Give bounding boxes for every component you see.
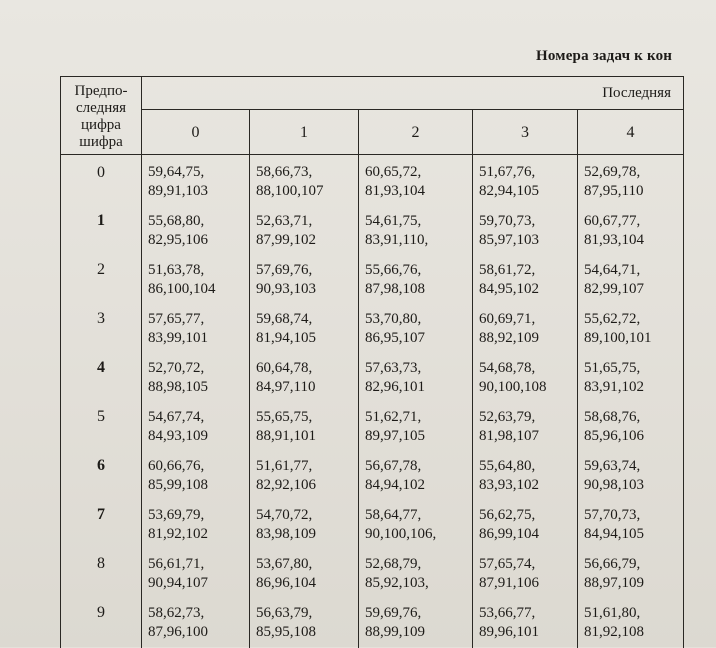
task-numbers-line: 88,92,109 (479, 329, 577, 348)
task-numbers-line: 85,92,103, (365, 574, 472, 593)
task-numbers-line: 52,63,71, (256, 212, 358, 231)
task-numbers-line: 57,70,73, (584, 506, 683, 525)
task-numbers-line: 55,62,72, (584, 310, 683, 329)
task-numbers-line: 81,93,104 (584, 231, 683, 250)
task-cell (359, 354, 473, 403)
task-numbers-line: 60,69,71, (479, 310, 577, 329)
task-cell (250, 207, 359, 256)
task-numbers-line: 60,65,72, (365, 163, 472, 182)
task-cell (142, 207, 250, 256)
task-numbers-line: 56,62,75, (479, 506, 577, 525)
row-digit: 8 (61, 550, 142, 599)
table-row (61, 550, 684, 599)
task-cell (250, 305, 359, 354)
task-cell (359, 599, 473, 648)
task-cell (473, 501, 578, 550)
table-row (61, 501, 684, 550)
task-numbers-line: 55,65,75, (256, 408, 358, 427)
task-cell (578, 354, 684, 403)
task-cell (578, 155, 684, 208)
task-numbers-line: 52,63,79, (479, 408, 577, 427)
task-numbers-line: 55,68,80, (148, 212, 249, 231)
task-numbers-line: 59,64,75, (148, 163, 249, 182)
task-numbers-line: 51,61,80, (584, 604, 683, 623)
corner-line: Предпо- (61, 83, 141, 100)
task-cell (578, 207, 684, 256)
task-numbers-line: 86,95,107 (365, 329, 472, 348)
row-digit: 2 (61, 256, 142, 305)
task-cell (578, 501, 684, 550)
task-cell (359, 207, 473, 256)
task-numbers-line: 88,98,105 (148, 378, 249, 397)
task-numbers-line: 87,96,100 (148, 623, 249, 642)
task-numbers-line: 87,95,110 (584, 182, 683, 201)
task-cell (473, 305, 578, 354)
task-numbers-line: 90,100,106, (365, 525, 472, 544)
task-numbers-line: 60,67,77, (584, 212, 683, 231)
row-digit: 0 (61, 155, 142, 208)
task-numbers-line: 56,67,78, (365, 457, 472, 476)
task-numbers-line: 87,98,108 (365, 280, 472, 299)
task-numbers-line: 54,68,78, (479, 359, 577, 378)
task-cell (359, 501, 473, 550)
task-numbers-line: 59,70,73, (479, 212, 577, 231)
task-numbers-line: 84,94,102 (365, 476, 472, 495)
task-numbers-line: 90,100,108 (479, 378, 577, 397)
task-numbers-line: 89,91,103 (148, 182, 249, 201)
column-digit-3: 3 (473, 110, 578, 155)
task-cell (359, 256, 473, 305)
task-numbers-line: 51,62,71, (365, 408, 472, 427)
corner-line: следняя (61, 100, 141, 117)
task-numbers-line: 82,95,106 (148, 231, 249, 250)
task-numbers-line: 90,93,103 (256, 280, 358, 299)
task-numbers-line: 87,99,102 (256, 231, 358, 250)
task-numbers-line: 83,93,102 (479, 476, 577, 495)
corner-header (61, 77, 142, 155)
task-numbers-line: 85,97,103 (479, 231, 577, 250)
table-row (61, 256, 684, 305)
task-numbers-line: 88,91,101 (256, 427, 358, 446)
row-digit: 5 (61, 403, 142, 452)
task-numbers-line: 58,61,72, (479, 261, 577, 280)
table-row (61, 305, 684, 354)
task-numbers-line: 53,70,80, (365, 310, 472, 329)
task-numbers-line: 89,96,101 (479, 623, 577, 642)
task-numbers-line: 54,67,74, (148, 408, 249, 427)
task-numbers-line: 82,94,105 (479, 182, 577, 201)
task-cell (578, 599, 684, 648)
task-cell (250, 256, 359, 305)
column-digit-2: 2 (359, 110, 473, 155)
task-numbers-line: 89,97,105 (365, 427, 472, 446)
task-numbers-line: 54,70,72, (256, 506, 358, 525)
task-cell (250, 452, 359, 501)
task-cell (473, 256, 578, 305)
task-numbers-line: 84,93,109 (148, 427, 249, 446)
task-numbers-line: 82,99,107 (584, 280, 683, 299)
task-cell (359, 403, 473, 452)
task-numbers-line: 84,97,110 (256, 378, 358, 397)
task-numbers-line: 60,64,78, (256, 359, 358, 378)
task-cell (473, 452, 578, 501)
task-numbers-line: 51,61,77, (256, 457, 358, 476)
task-numbers-line: 82,96,101 (365, 378, 472, 397)
row-digit: 6 (61, 452, 142, 501)
table-body (61, 155, 684, 648)
task-numbers-line: 58,62,73, (148, 604, 249, 623)
task-cell (359, 550, 473, 599)
task-numbers-line: 53,67,80, (256, 555, 358, 574)
task-numbers-line: 81,94,105 (256, 329, 358, 348)
table-row (61, 155, 684, 208)
task-numbers-line: 52,69,78, (584, 163, 683, 182)
task-cell (250, 501, 359, 550)
task-numbers-line: 86,96,104 (256, 574, 358, 593)
task-numbers-line: 52,70,72, (148, 359, 249, 378)
task-numbers-line: 81,92,102 (148, 525, 249, 544)
task-cell (359, 155, 473, 208)
task-cell (250, 155, 359, 208)
task-numbers-line: 51,63,78, (148, 261, 249, 280)
task-numbers-line: 54,61,75, (365, 212, 472, 231)
task-numbers-line: 84,94,105 (584, 525, 683, 544)
task-cell (142, 550, 250, 599)
task-numbers-line: 83,98,109 (256, 525, 358, 544)
task-numbers-line: 58,66,73, (256, 163, 358, 182)
task-numbers-line: 59,69,76, (365, 604, 472, 623)
task-cell (142, 354, 250, 403)
task-numbers-line: 57,69,76, (256, 261, 358, 280)
task-numbers-line: 58,64,77, (365, 506, 472, 525)
task-cell (250, 599, 359, 648)
task-numbers-line: 85,96,106 (584, 427, 683, 446)
task-numbers-line: 55,64,80, (479, 457, 577, 476)
task-cell (142, 452, 250, 501)
task-cell (578, 305, 684, 354)
task-cell (578, 403, 684, 452)
task-numbers-line: 54,64,71, (584, 261, 683, 280)
task-numbers-line: 81,98,107 (479, 427, 577, 446)
task-numbers-line: 52,68,79, (365, 555, 472, 574)
task-numbers-line: 82,92,106 (256, 476, 358, 495)
task-cell (250, 354, 359, 403)
table-title: Номера задач к кон (536, 48, 672, 65)
row-digit: 9 (61, 599, 142, 648)
task-numbers-line: 83,91,102 (584, 378, 683, 397)
column-digit-4: 4 (578, 110, 684, 155)
table-row (61, 207, 684, 256)
task-cell (473, 354, 578, 403)
task-cell (473, 403, 578, 452)
task-numbers-line: 81,93,104 (365, 182, 472, 201)
task-numbers-line: 88,100,107 (256, 182, 358, 201)
task-numbers-line: 88,97,109 (584, 574, 683, 593)
task-numbers-line: 86,100,104 (148, 280, 249, 299)
row-digit: 4 (61, 354, 142, 403)
task-cell (250, 550, 359, 599)
task-cell (578, 256, 684, 305)
task-numbers-line: 85,95,108 (256, 623, 358, 642)
last-digit-header: Последняя (142, 77, 684, 110)
task-cell (142, 256, 250, 305)
task-numbers-line: 85,99,108 (148, 476, 249, 495)
task-cell (578, 452, 684, 501)
task-cell (473, 550, 578, 599)
task-numbers-line: 87,91,106 (479, 574, 577, 593)
task-numbers-line: 81,92,108 (584, 623, 683, 642)
task-cell (250, 403, 359, 452)
task-numbers-line: 90,94,107 (148, 574, 249, 593)
task-numbers-line: 57,63,73, (365, 359, 472, 378)
corner-line: шифра (61, 134, 141, 151)
task-numbers-line: 53,69,79, (148, 506, 249, 525)
task-cell (359, 305, 473, 354)
task-cell (578, 550, 684, 599)
task-cell (142, 155, 250, 208)
table-row (61, 354, 684, 403)
task-numbers-line: 55,66,76, (365, 261, 472, 280)
task-cell (142, 599, 250, 648)
task-cell (473, 155, 578, 208)
table-row (61, 452, 684, 501)
corner-line: цифра (61, 117, 141, 134)
table-row (61, 599, 684, 648)
task-numbers-line: 51,65,75, (584, 359, 683, 378)
row-digit: 3 (61, 305, 142, 354)
assignment-table (60, 76, 684, 648)
task-numbers-line: 83,99,101 (148, 329, 249, 348)
task-numbers-line: 90,98,103 (584, 476, 683, 495)
task-numbers-line: 59,68,74, (256, 310, 358, 329)
row-digit: 1 (61, 207, 142, 256)
task-numbers-line: 56,63,79, (256, 604, 358, 623)
task-cell (473, 599, 578, 648)
task-numbers-line: 59,63,74, (584, 457, 683, 476)
task-cell (142, 403, 250, 452)
task-numbers-line: 84,95,102 (479, 280, 577, 299)
task-numbers-line: 53,66,77, (479, 604, 577, 623)
row-digit: 7 (61, 501, 142, 550)
task-numbers-line: 56,61,71, (148, 555, 249, 574)
column-digit-0: 0 (142, 110, 250, 155)
task-numbers-line: 51,67,76, (479, 163, 577, 182)
table-row (61, 403, 684, 452)
task-cell (142, 305, 250, 354)
column-digit-1: 1 (250, 110, 359, 155)
task-numbers-line: 60,66,76, (148, 457, 249, 476)
task-numbers-line: 56,66,79, (584, 555, 683, 574)
task-numbers-line: 83,91,110, (365, 231, 472, 250)
task-cell (359, 452, 473, 501)
task-numbers-line: 89,100,101 (584, 329, 683, 348)
task-numbers-line: 88,99,109 (365, 623, 472, 642)
task-cell (473, 207, 578, 256)
task-numbers-line: 57,65,77, (148, 310, 249, 329)
task-cell (142, 501, 250, 550)
task-numbers-line: 58,68,76, (584, 408, 683, 427)
task-numbers-line: 57,65,74, (479, 555, 577, 574)
task-numbers-line: 86,99,104 (479, 525, 577, 544)
